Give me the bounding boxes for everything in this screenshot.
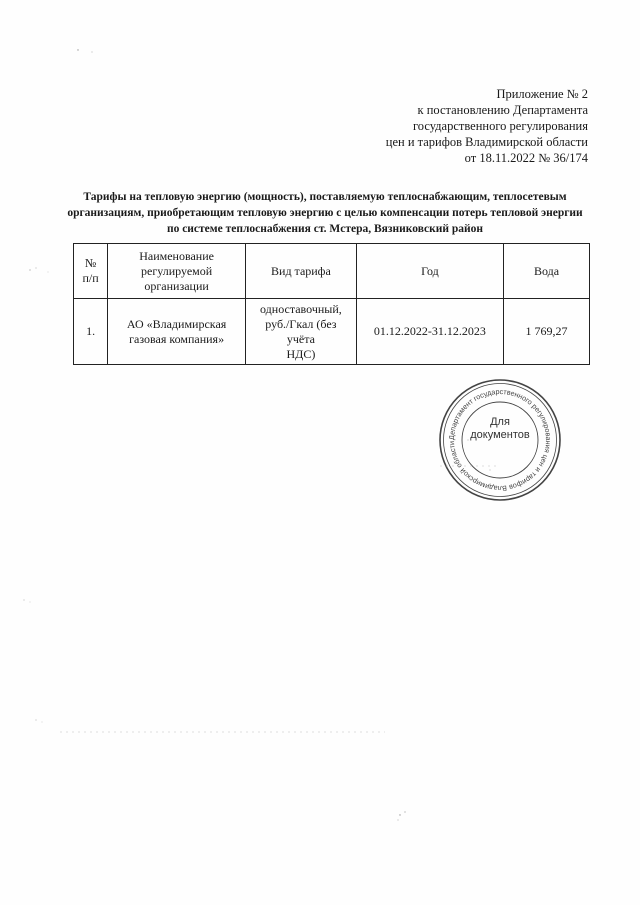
header-year: Год xyxy=(356,244,503,299)
official-stamp xyxy=(438,378,562,502)
appendix-header xyxy=(386,86,588,166)
title-line: по системе теплоснабжения ст. Мстера, Вязниковский район xyxy=(166,223,484,235)
title-line: Тарифы на тепловую энергию (мощность), поставляемую теплоснабжающим, теплосетевым xyxy=(83,191,567,203)
appendix-line: к постановлению Департамента xyxy=(417,103,588,117)
document-title xyxy=(60,189,590,237)
appendix-line: цен и тарифов Владимирской области xyxy=(385,135,588,149)
cell-number: 1. xyxy=(74,299,108,365)
appendix-line: Приложение № 2 xyxy=(496,87,588,101)
header-tariff-type: Вид тарифа xyxy=(245,244,356,299)
stamp-center-text: Для документов xyxy=(470,416,530,441)
appendix-date-number: от 18.11.2022 № 36/174 xyxy=(464,151,588,165)
header-water: Вода xyxy=(503,244,589,299)
table-row xyxy=(74,299,590,365)
tariff-table xyxy=(73,243,590,365)
header-number: № п/п xyxy=(74,244,108,299)
cell-tariff-type: одноставочный, руб./Гкал (без учёта НДС) xyxy=(245,299,356,365)
stamp-ring-text: Департамент государственного регулирования цен и тарифов Владимирской области xyxy=(446,386,554,494)
appendix-line: государственного регулирования xyxy=(412,119,588,133)
cell-water-tariff: 1 769,27 xyxy=(503,299,589,365)
cell-organization: АО «Владимирская газовая компания» xyxy=(108,299,246,365)
header-organization: Наименование регулируемой организации xyxy=(108,244,246,299)
table-header-row xyxy=(74,244,590,299)
title-line: организациям, приобретающим тепловую энергию с целью компенсации потерь тепловой энергии xyxy=(67,207,583,219)
cell-period: 01.12.2022-31.12.2023 xyxy=(356,299,503,365)
